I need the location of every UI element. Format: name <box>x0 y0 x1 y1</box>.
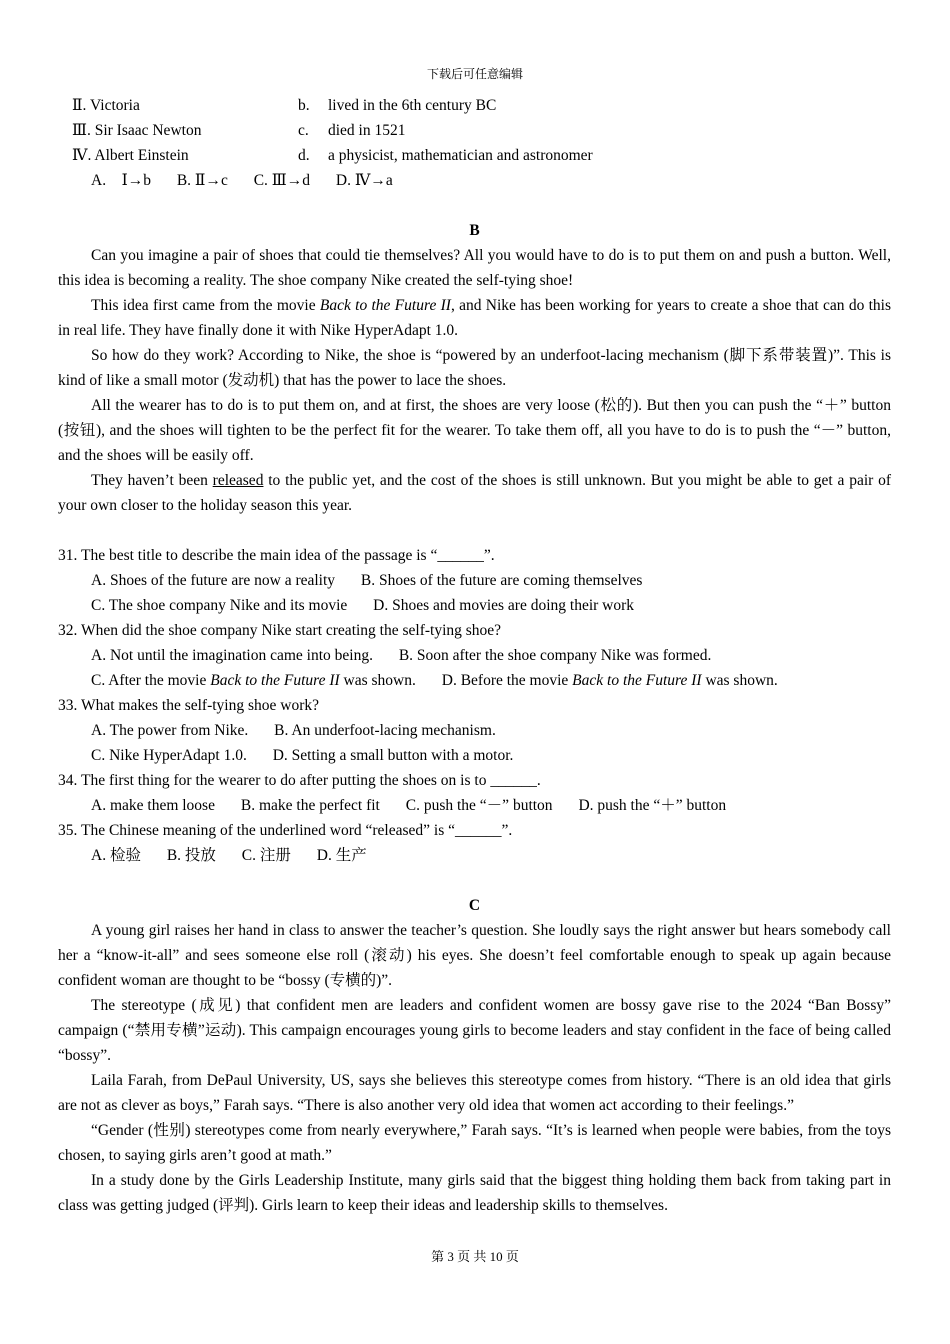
option: D. Setting a small button with a motor. <box>272 747 514 764</box>
options-row <box>58 718 891 743</box>
paragraph: All the wearer has to do is to put them on, and at first, the shoes are very loose (松的). But then you can push the “＋” button (按钮), and the shoes will tighten to be the perfect fit for the wearer. To take them off, all you have to do is to push the “－” button, and the shoes will be easily off. <box>58 397 891 464</box>
page-header: 下载后可任意编辑 <box>426 67 523 81</box>
match-right: lived in the 6th century BC <box>328 97 497 114</box>
question-34: 34. The first thing for the wearer to do after putting the shoes on is to ______. <box>58 772 541 789</box>
option: D. 生产 <box>316 847 367 864</box>
paragraph: The stereotype (成见) that confident men are leaders and confident women are bossy gave rise to the 2024 “Ban Bossy” campaign (“禁用专横”运动). This campaign encourages young girls to become leaders and stay confident in the face of being called “bossy”. <box>58 997 891 1064</box>
page-footer: 第 3 页 共 10 页 <box>431 1249 519 1264</box>
match-options <box>58 168 891 193</box>
paragraph: “Gender (性别) stereotypes come from nearly everywhere,” Farah says. “It’s is learned when people were babies, from the toys chosen, to saying girls aren’t good at math.” <box>58 1122 891 1164</box>
option: B. 投放 <box>166 847 216 864</box>
option: B. Ⅱ→c <box>176 172 228 189</box>
option: C. After the movie Back to the Future II was shown. <box>91 672 416 689</box>
option: B. make the perfect fit <box>240 797 380 814</box>
section-b-title: B <box>469 222 480 239</box>
match-key: d. <box>298 147 310 164</box>
options-row <box>58 793 891 818</box>
match-left: Ⅲ. Sir Isaac Newton <box>72 122 202 139</box>
match-right: a physicist, mathematician and astronomer <box>328 147 593 164</box>
options-row <box>58 743 891 768</box>
question-31: 31. The best title to describe the main idea of the passage is “______”. <box>58 547 495 564</box>
option: B. Soon after the shoe company Nike was formed. <box>398 647 712 664</box>
paragraph: So how do they work? According to Nike, the shoe is “powered by an underfoot-lacing mechanism (脚下系带装置)”. This is kind of like a small motor (发动机) that has the power to lace the shoes. <box>58 347 891 389</box>
options-row <box>58 668 891 693</box>
option: D. Shoes and movies are doing their work <box>373 597 635 614</box>
match-left: Ⅱ. Victoria <box>72 97 140 114</box>
option: D. Ⅳ→a <box>335 172 393 189</box>
option: A. The power from Nike. <box>91 722 249 739</box>
match-row <box>58 143 891 168</box>
option: A. Ⅰ→b <box>91 172 151 189</box>
paragraph: In a study done by the Girls Leadership Institute, many girls said that the biggest thing holding them back from taking part in class was getting judged (评判). Girls learn to keep their ideas and leadership skills to themselves. <box>58 1172 891 1214</box>
option: B. An underfoot-lacing mechanism. <box>274 722 496 739</box>
question-35: 35. The Chinese meaning of the underlined word “released” is “______”. <box>58 822 513 839</box>
option: D. push the “＋” button <box>578 797 727 814</box>
paragraph: Can you imagine a pair of shoes that could tie themselves? All you would have to do is to put them on and push a button. Well, this idea is becoming a reality. The shoe company Nike created the self-tying shoe! <box>58 247 891 289</box>
option: C. Ⅲ→d <box>253 172 311 189</box>
options-row <box>58 643 891 668</box>
question-33: 33. What makes the self-tying shoe work? <box>58 697 319 714</box>
paragraph: A young girl raises her hand in class to answer the teacher’s question. She loudly says the right answer but hears somebody call her a “know-it-all” and sees someone else roll (滚动) his eyes. She doesn’t feel comfortable enough to speak up again because confident woman are thought to be “bossy (专横的)”. <box>58 922 891 989</box>
match-row <box>58 93 891 118</box>
movie-title: Back to the Future II <box>319 297 451 314</box>
section-c-title: C <box>468 897 481 914</box>
option: C. 注册 <box>241 847 291 864</box>
option: C. push the “－” button <box>405 797 553 814</box>
option: A. Shoes of the future are now a reality <box>91 572 336 589</box>
options-row <box>58 843 891 868</box>
match-key: c. <box>298 122 309 139</box>
options-row <box>58 568 891 593</box>
option: B. Shoes of the future are coming themselves <box>360 572 643 589</box>
match-left: Ⅳ. Albert Einstein <box>72 147 189 164</box>
match-right: died in 1521 <box>328 122 406 139</box>
question-32: 32. When did the shoe company Nike start creating the self-tying shoe? <box>58 622 502 639</box>
paragraph: They haven’t been released to the public yet, and the cost of the shoes is still unknown. But you might be able to get a pair of your own closer to the holiday season this year. <box>58 472 891 514</box>
options-row <box>58 593 891 618</box>
option: A. Not until the imagination came into being. <box>91 647 373 664</box>
underlined-word: released <box>212 472 264 489</box>
paragraph: This idea first came from the movie Back to the Future II, and Nike has been working for years to create a shoe that can do this in real life. They have finally done it with Nike HyperAdapt 1.0. <box>58 297 891 339</box>
match-key: b. <box>298 97 310 114</box>
option: C. Nike HyperAdapt 1.0. <box>91 747 247 764</box>
option: C. The shoe company Nike and its movie <box>91 597 348 614</box>
page-content <box>58 93 891 1218</box>
option: D. Before the movie Back to the Future II was shown. <box>441 672 778 689</box>
option: A. 检验 <box>91 847 141 864</box>
option: A. make them loose <box>91 797 215 814</box>
paragraph: Laila Farah, from DePaul University, US, says she believes this stereotype comes from history. “There is an old idea that girls are not as clever as boys,” Farah says. “There is also another very old idea that women act according to their feelings.” <box>58 1072 891 1114</box>
match-row <box>58 118 891 143</box>
